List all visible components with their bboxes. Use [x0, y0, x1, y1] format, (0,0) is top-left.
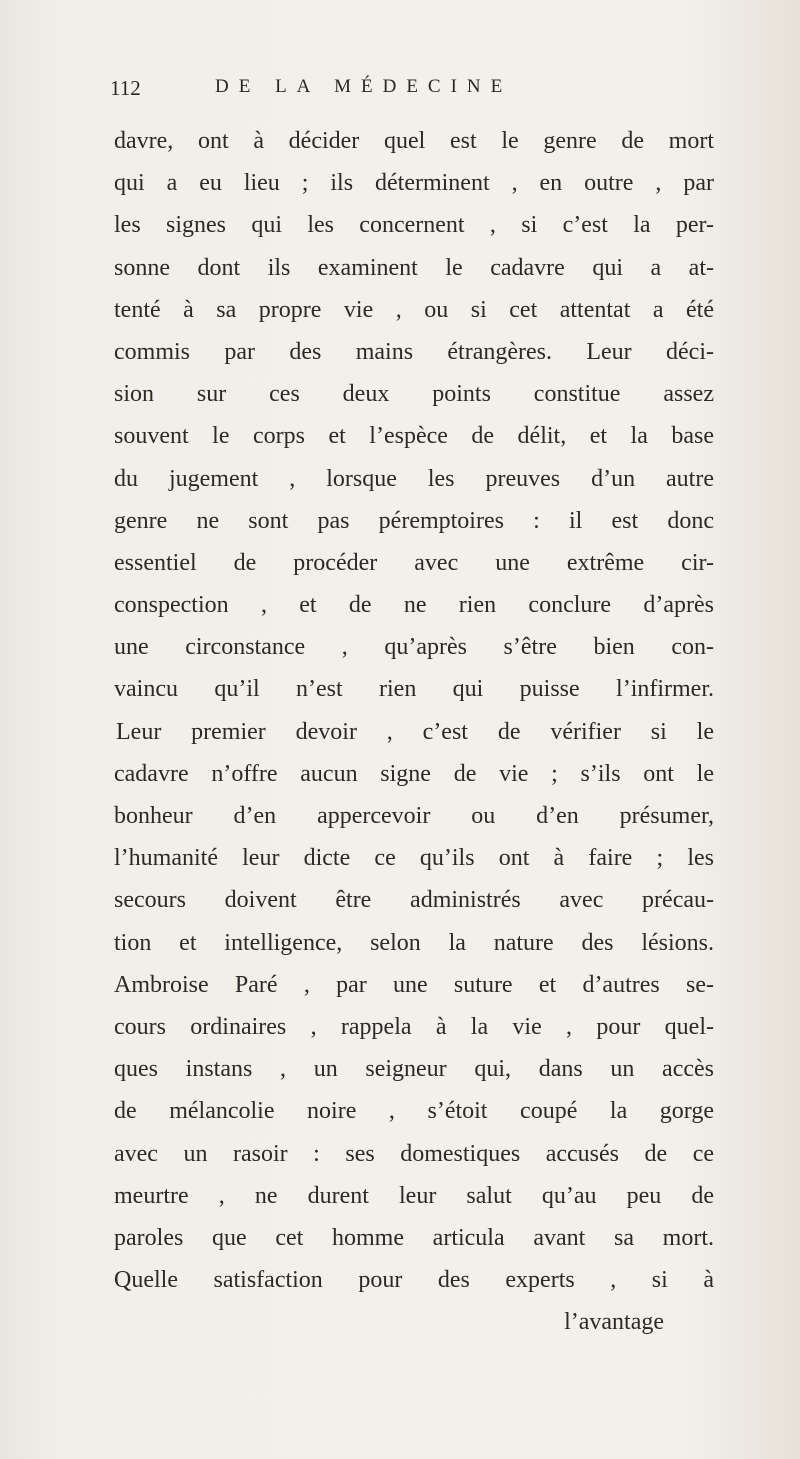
text-line: Leur premier devoir , c’est de vérifier si le	[116, 718, 714, 745]
text-line: Quelle satisfaction pour des experts , si à	[114, 1267, 714, 1294]
text-line: genre ne sont pas péremptoires : il est donc	[114, 507, 714, 534]
text-line: cours ordinaires , rappela à la vie , pour quel-	[114, 1013, 714, 1040]
text-line: tion et intelligence, selon la nature des lésions.	[114, 929, 714, 956]
text-line: du jugement , lorsque les preuves d’un autre	[114, 465, 714, 492]
text-line: tenté à sa propre vie , ou si cet attentat a été	[114, 296, 714, 323]
text-line: davre, ont à décider quel est le genre de mort	[114, 128, 714, 154]
text-line: secours doivent être administrés avec précau-	[114, 887, 714, 914]
text-line: les signes qui les concernent , si c’est la per-	[114, 212, 714, 239]
text-line: meurtre , ne durent leur salut qu’au peu de	[114, 1182, 714, 1209]
body-text	[114, 120, 714, 1343]
page-number: 112	[110, 76, 141, 100]
catchword: l’avantage	[564, 1309, 664, 1336]
text-line: paroles que cet homme articula avant sa mort.	[114, 1224, 714, 1251]
text-line: souvent le corps et l’espèce de délit, et la base	[114, 423, 714, 450]
text-line: l’humanité leur dicte ce qu’ils ont à faire ; les	[114, 845, 714, 872]
text-line: qui a eu lieu ; ils déterminent , en outre , par	[114, 170, 714, 197]
text-line: Ambroise Paré , par une suture et d’autres se-	[114, 971, 714, 998]
text-line: essentiel de procéder avec une extrême cir-	[114, 549, 714, 576]
text-line: une circonstance , qu’après s’être bien con-	[114, 634, 714, 661]
text-line: sonne dont ils examinent le cadavre qui a at-	[114, 254, 714, 281]
text-line: sion sur ces deux points constitue assez	[114, 381, 714, 408]
text-line: bonheur d’en appercevoir ou d’en présumer,	[114, 803, 714, 829]
text-line: vaincu qu’il n’est rien qui puisse l’infirmer.	[114, 676, 714, 703]
text-line: avec un rasoir : ses domestiques accusés de ce	[114, 1140, 714, 1167]
running-title: DE LA MÉDECINE	[215, 76, 513, 97]
text-line: conspection , et de ne rien conclure d’après	[114, 592, 714, 619]
page-header	[110, 76, 690, 106]
text-line: cadavre n’offre aucun signe de vie ; s’ils ont le	[114, 760, 714, 787]
text-line: ques instans , un seigneur qui, dans un accès	[114, 1056, 714, 1083]
text-line: commis par des mains étrangères. Leur déci-	[114, 338, 714, 365]
text-line: de mélancolie noire , s’étoit coupé la gorge	[114, 1098, 714, 1125]
